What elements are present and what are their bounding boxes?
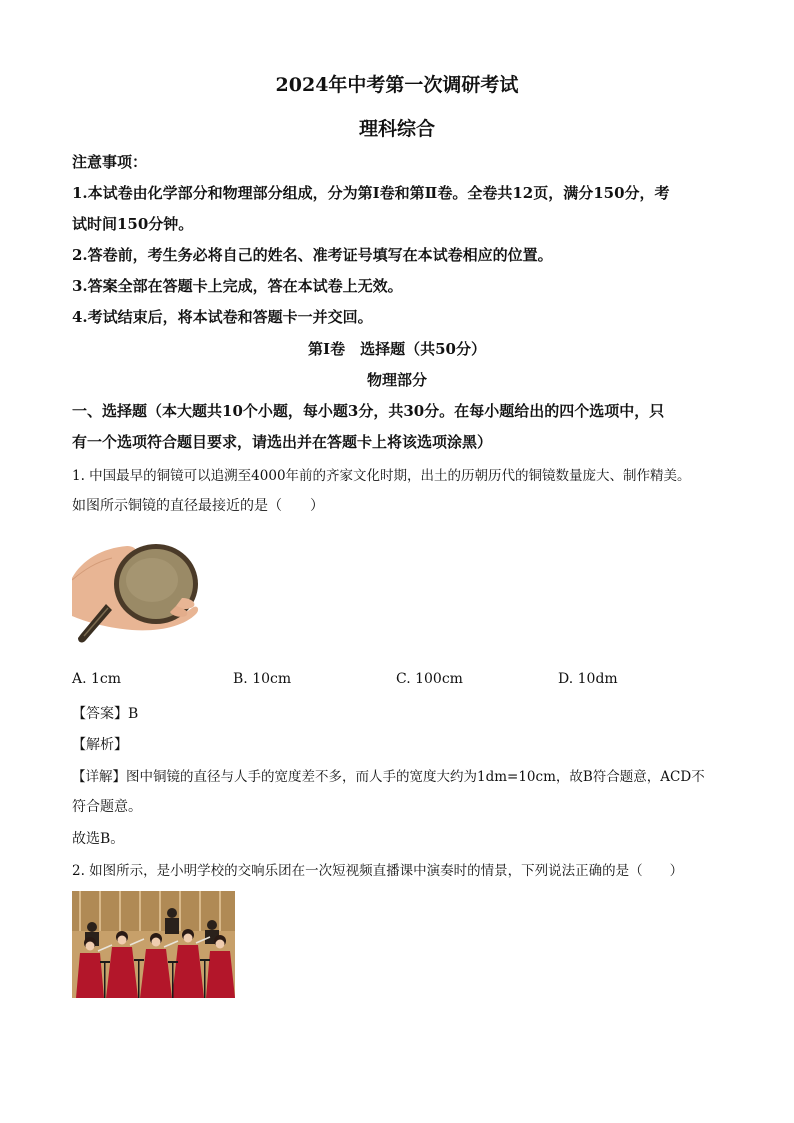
analysis-label: 【解析】 [72,737,128,753]
answer-label: 【答案】B [72,706,139,722]
option-d: D. 10dm [558,671,618,687]
option-b: B. 10cm [233,671,292,687]
detail-line-2: 符合题意。 [72,799,142,815]
bronze-mirror-image [72,540,200,645]
notice-item-3: 3.答案全部在答题卡上完成，答在本试卷上无效。 [72,277,403,295]
orchestra-photo [72,891,235,998]
question-1-stem-line-1: 1. 中国最早的铜镜可以追溯至4000年前的齐家文化时期，出土的历朝历代的铜镜数量庞大、制作精美。 [72,468,691,484]
notice-item-2: 2.答卷前，考生务必将自己的姓名、准考证号填写在本试卷相应的位置。 [72,246,553,264]
exam-title: 2024年中考第一次调研考试 [275,74,519,96]
section-instruction-line-2: 有一个选项符合题目要求，请选出并在答题卡上将该选项涂黑） [72,433,493,451]
detail-line-1: 【详解】图中铜镜的直径与人手的宽度差不多，而人手的宽度大约为1dm=10cm，故B符合题意，ACD不 [72,769,705,785]
part-title: 物理部分 [366,371,427,389]
section-instruction-line-1: 一、选择题（本大题共10个小题，每小题3分，共30分。在每小题给出的四个选项中，只 [72,402,665,420]
notice-item-4: 4.考试结束后，将本试卷和答题卡一并交回。 [72,308,373,326]
option-a: A. 1cm [72,671,122,687]
conclusion: 故选B。 [72,831,125,847]
question-1-stem-line-2: 如图所示铜镜的直径最接近的是（ ） [72,498,324,514]
option-c: C. 100cm [396,671,463,687]
notice-item-1-line-2: 试时间150分钟。 [72,215,194,233]
volume-title: 第Ⅰ卷 选择题（共50分） [308,340,486,358]
notice-heading: 注意事项： [72,153,148,171]
question-2-stem: 2. 如图所示，是小明学校的交响乐团在一次短视频直播课中演奏时的情景，下列说法正确的是（ ） [72,863,684,879]
exam-subtitle: 理科综合 [358,118,435,140]
notice-item-1-line-1: 1.本试卷由化学部分和物理部分组成，分为第Ⅰ卷和第Ⅱ卷。全卷共12页，满分150分，考 [72,184,670,202]
